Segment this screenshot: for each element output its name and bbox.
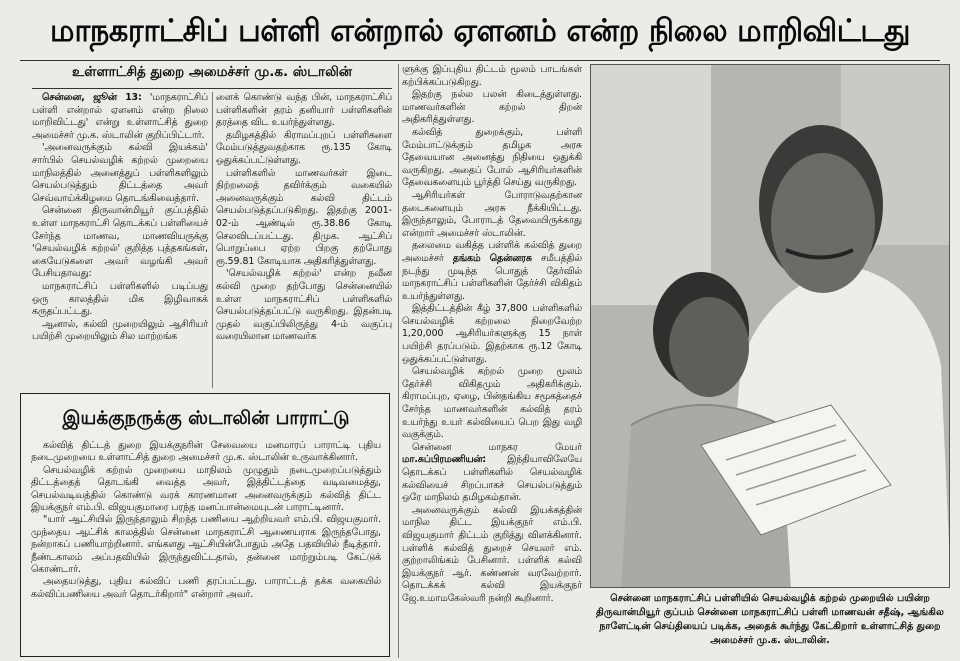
article-paragraph: 'அனைவருக்கும் கல்வி இயக்கம்' சார்பில் செயல்வழிக் கற்றல் முறையை மாநிலத்தில் அனைத்துப் பள்ளிகளிலும் செயல்படுத்தும் திட்டத்தை அவர் செவ்வாய்க்கிழமை தொடங்கிவைத்தார்.	[32, 142, 208, 204]
sidebar-story-box	[20, 393, 390, 657]
article-paragraph: செயல்வழிக் கற்றல் முறையை மாநிலம் முழுதும் நடைமுறைப்படுத்தும் திட்டத்தைத் தொடங்கி வைத்த அவர், இத்திட்டத்தை வடிவமைத்து, செயல்வடிவத்தில் கொண்டு வரக் காரணமான அனைவருக்கும் கல்வித் திட்ட இயக்குநர் எம்.பி. விஜயகுமாரை பரந்த மனப்பான்மையுடன் பாராட்டினார்.	[31, 464, 381, 514]
sidebar-story-title: இயக்குநருக்கு ஸ்டாலின் பாராட்டு	[62, 408, 350, 429]
article-paragraph	[402, 240, 582, 303]
article-paragraph: இத்திட்டத்தின் கீழ் 37,800 பள்ளிகளில் செயல்வழிக் கற்றலை நிறைவேற்ற 1,20,000 ஆசிரியர்களுக்கு 15 நாள் பயிற்சி தரப்படும். இதற்காக ரூ.12 கோடி ஒதுக்கப்பட்டுள்ளது.	[402, 303, 582, 365]
speaker-name: தங்கம் தென்னரசு	[452, 252, 532, 264]
article-paragraph: இதற்கு நல்ல பலன் கிடைத்துள்ளது. மாணவர்களின் கற்றல் திறன் அதிகரித்துள்ளது.	[402, 89, 582, 126]
article-paragraph: ளுக்கு இப்புதிய திட்டம் மூலம் பாடங்கள் கற்பிக்கப்படுகிறது.	[402, 64, 582, 88]
article-paragraph: பள்ளிகளில் மாணவர்கள் இடை நிற்றலைத் தவிர்க்கும் வகையில் அனைவருக்கும் கல்வி திட்டம் செயல்படுத்தப்படுகிறது. இதற்கு 2001-02-ம் ஆண்டில் ரூ.38.86 கோடி செலவிடப்பட்டது. திமுக. ஆட்சிப் பொறுப்பை ஏற்ற பிறகு தற்போது ரூ.59.81 கோடியாக அதிகரித்துள்ளது.	[216, 167, 392, 267]
article-text: இந்தியாவிலேயே தொடக்கப் பள்ளிகளில் செயல்வழிக் கல்வியைச் சிறப்பாகச் செயல்படுத்தும் ஒரே மாநிலம் தமிழகம்தான்.	[402, 454, 582, 504]
speaker-name: மா.சுப்பிரமணியன்:	[402, 454, 487, 466]
article-column-1	[32, 92, 208, 388]
subhead: உள்ளாட்சித் துறை அமைச்சர் மு.க. ஸ்டாலின்	[72, 64, 352, 80]
article-paragraph: 'செயல்வழிக் கற்றல்' என்ற நவீன கல்வி முறை தற்போது சென்னையில் உள்ள மாநகராட்சிப் பள்ளிகளில் செயல்படுத்தப்பட்டு வருகிறது. இதன்படி முதல் வகுப்பிலிருந்து 4-ம் வகுப்பு வரையிலான மாணவர்க	[216, 268, 392, 343]
article-paragraph: அதையடுத்து, புதிய கல்விப் பணி தரப்பட்டது. பாராட்டத் தக்க வகையில் கல்விப்பணியை அவர் தொடர்கிறார்" என்றார் அவர்.	[31, 576, 381, 600]
article-paragraph: அனைவருக்கும் கல்வி இயக்கத்தின் மாநில திட்ட இயக்குநர் எம்.பி. விஜயகுமார் திட்டம் குறித்து விளக்கினார். பள்ளிக் கல்வித் துறைச் செயலர் எம். குற்றாலிங்கம் பேசினார். பள்ளிக் கல்வி இயக்குநர் ஆர். கண்ணன் வரவேற்றார். தொடக்கக் கல்வி இயக்குநர் ஜே.உமாமகேஸ்வரி நன்றி கூறினார்.	[402, 504, 582, 604]
news-photo	[590, 64, 950, 588]
headline: மாநகராட்சிப் பள்ளி என்றால் ஏளனம் என்ற நிலை மாறிவிட்டது	[50, 13, 910, 49]
article-paragraph: ளைக் கொண்டு வந்த பின், மாநகராட்சிப் பள்ளிகளின் தரம் தனியார் பள்ளிகளின் தரத்தை விட உயர்ந்துள்ளது.	[216, 92, 392, 129]
article-paragraph: ஆனால், கல்வி முறையிலும் ஆசிரியர் பயிற்சி முறையிலும் சில மாற்றங்க	[32, 318, 208, 343]
article-paragraph: தமிழகத்தில் கிராமப்புறப் பள்ளிகளை மேம்படுத்துவதற்காக ரூ.135 கோடி ஒதுக்கப்பட்டுள்ளது.	[216, 129, 392, 166]
article-paragraph: "யார் ஆட்சியில் இருந்தாலும் சிறந்த பணியை ஆற்றியவர் எம்.பி. விஜயகுமார். முந்தைய ஆட்சிக் காலத்தில் சென்னை மாநகராட்சி ஆணையராக இருந்தபோது, நன்றாகப் பணியாற்றினார். எங்களது ஆட்சியின்போதும் அதே பதவியில் நீடித்தார். நீண்டகாலம் அப்பதவியில் இருந்துவிட்டதால், தன்னை மாற்றும்படி கேட்டுக் கொண்டார்.	[31, 514, 381, 576]
headline-divider	[20, 60, 940, 61]
article-paragraph: சென்னை திருவான்மியூர் குப்பத்தில் உள்ள மாநகராட்சி தொடக்கப் பள்ளியைச் சேர்ந்த மாணவ, மாணவியருக்கு 'செயல்வழிக் கற்றல்' குறித்த புத்தகங்கள், கையேடுகளை அவர் வழங்கி அவர் பேசியதாவது:	[32, 205, 208, 280]
article-paragraph: ஆசிரியர்கள் போராடுவதற்கான தடைகளையும் அரசு நீக்கியிட்டது. இருந்தாலும், போராடத் தேவையிருக்காது என்றார் அமைச்சர் ஸ்டாலின்.	[402, 189, 582, 239]
dateline: சென்னை, ஜூன் 13:	[42, 92, 142, 103]
photo-caption: சென்னை மாநகராட்சிப் பள்ளியில் செயல்வழிக் கற்றல் முறையில் பயின்ற திருவான்மியூர் குப்பம் சென்னை மாநகராட்சிப் பள்ளி மாணவன் சதீஷ், ஆங்கில நாளேட்டின் செய்தியைப் படிக்க, அதைக் கூர்ந்து கேட்கிறார் உள்ளாட்சித் துறை அமைச்சர் மு.க. ஸ்டாலின்.	[596, 593, 944, 646]
column-divider	[212, 92, 213, 388]
article-paragraph	[32, 92, 208, 142]
article-paragraph: செயல்வழிக் கற்றல் முறை மூலம் தேர்ச்சி விகிதமும் அதிகரிக்கும். கிராமப்புற, ஏழை, பின்தங்கிய சமூகத்தைச் சேர்ந்த மாணவர்களின் கல்வித் தரம் உயர்ந்து உயர் கல்வியைப் பெற இது வழி வகுக்கும்.	[402, 366, 582, 441]
article-paragraph: கல்வித் திட்டத் துறை இயக்குநரின் சேவையை மனமாரப் பாராட்டி புதிய நடைமுறையை உள்ளாட்சித் துறை அமைச்சர் மு.க. ஸ்டாலின் உருவாக்கினார்.	[31, 440, 381, 464]
news-photo-illustration	[591, 65, 950, 588]
article-paragraph: கல்வித் துறைக்கும், பள்ளி மேம்பாட்டுக்கும் தமிழக அரசு தேவையான அனைத்து நிதியை ஒதுக்கி வருகிறது. அதைப் போல் ஆசிரியர்களின் தேவைகளையும் பூர்த்தி செய்து வருகிறது.	[402, 126, 582, 189]
article-column-3	[402, 64, 582, 658]
subhead-divider	[32, 88, 392, 89]
article-paragraph: மாநகராட்சிப் பள்ளிகளில் படிப்பது ஒரு காலத்தில் மிக இழிவாகக் கருதப்பட்டது.	[32, 280, 208, 318]
article-text: தலைமை வகித்த பள்ளிக் கல்வித் துறை அமைச்சர்	[402, 240, 582, 264]
article-text: 'மாநகராட்சிப் பள்ளி என்றால் ஏளனம் என்ற நிலை மாறிவிட்டது' என்று உள்ளாட்சித் துறை அமைச்சர் மு.க. ஸ்டாலின் குறிப்பிட்டார்.	[32, 92, 208, 141]
article-text: சமீபத்தில் நடந்து முடிந்த பொதுத் தேர்வில் மாநகராட்சிப் பள்ளிகளின் தேர்ச்சி விகிதம் உயர்ந்துள்ளது.	[402, 252, 582, 302]
article-text: சென்னை மாநகர மேயர்	[412, 441, 582, 453]
article-column-2	[216, 92, 392, 388]
column-divider	[398, 64, 399, 658]
article-paragraph	[402, 442, 582, 505]
sidebar-story-body	[31, 440, 381, 654]
